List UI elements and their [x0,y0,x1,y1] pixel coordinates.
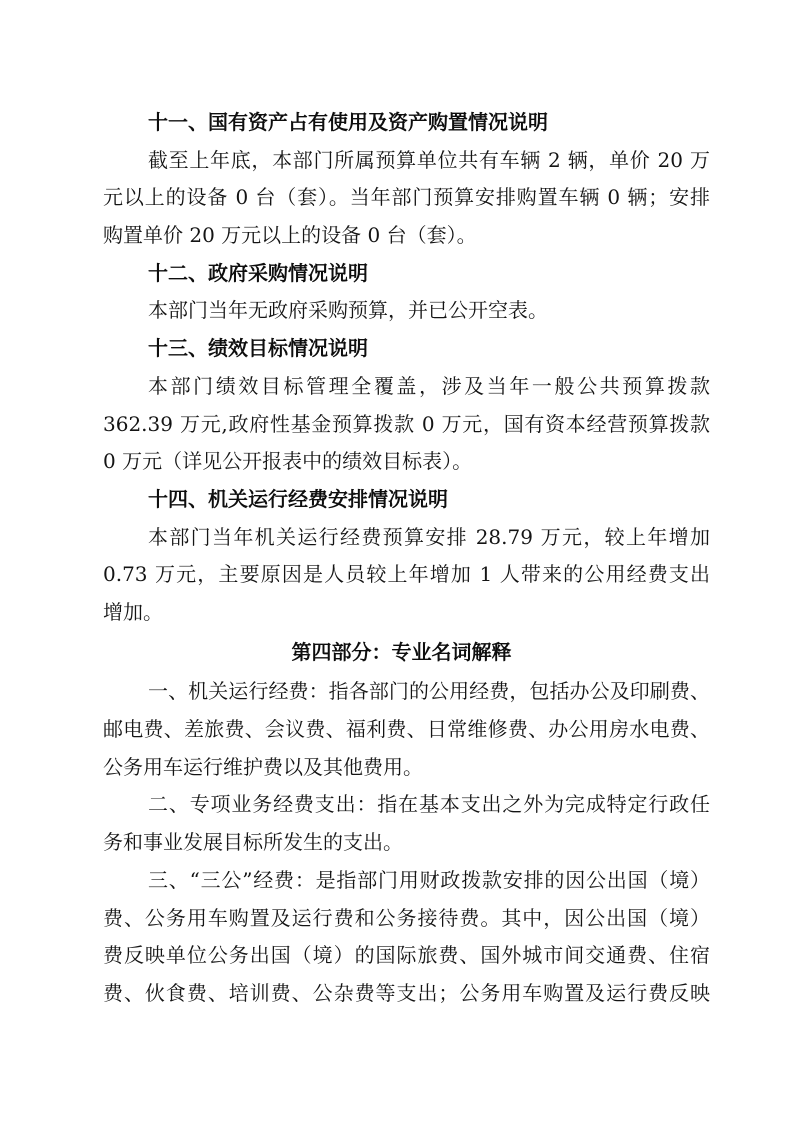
paragraph-line: 截至上年底，本部门所属预算单位共有车辆 2 辆，单价 20 万 [148,148,710,172]
paragraph-line: 购置单价 20 万元以上的设备 0 台（套）。 [103,223,477,247]
paragraph-line: 362.39 万元,政府性基金预算拨款 0 万元，国有资本经营预算拨款 [103,412,710,436]
section-heading-operating-funds: 十四、机关运行经费安排情况说明 [148,487,448,511]
paragraph-line: 本部门绩效目标管理全覆盖，涉及当年一般公共预算拨款 [148,374,710,398]
term-line: 邮电费、差旅费、会议费、福利费、日常维修费、办公用房水电费、 [103,717,710,741]
term-line: 费、公务用车购置及运行费和公务接待费。其中，因公出国（境） [103,906,710,930]
section-heading-performance: 十三、绩效目标情况说明 [148,336,368,360]
section-heading-procurement: 十二、政府采购情况说明 [148,261,368,285]
term-line: 费反映单位公务出国（境）的国际旅费、国外城市间交通费、住宿 [103,943,710,967]
paragraph-line: 0 万元（详见公开报表中的绩效目标表）。 [103,449,473,473]
term-line: 费、伙食费、培训费、公杂费等支出；公务用车购置及运行费反映 [103,981,710,1005]
paragraph-line: 本部门当年机关运行经费预算安排 28.79 万元，较上年增加 [148,525,710,549]
part-title: 第四部分：专业名词解释 [291,640,512,664]
paragraph-line: 元以上的设备 0 台（套）。当年部门预算安排购置车辆 0 辆；安排 [103,185,710,209]
paragraph-line: 增加。 [103,600,163,624]
term-line: 公务用车运行维护费以及其他费用。 [103,755,423,779]
term-line: 一、机关运行经费：指各部门的公用经费，包括办公及印刷费、 [148,679,710,703]
term-line: 三、“三公”经费：是指部门用财政拨款安排的因公出国（境） [148,868,710,892]
term-line: 务和事业发展目标所发生的支出。 [103,830,403,854]
paragraph-line: 本部门当年无政府采购预算，并已公开空表。 [148,298,548,322]
paragraph-line: 0.73 万元，主要原因是人员较上年增加 1 人带来的公用经费支出 [103,562,710,586]
section-heading-assets: 十一、国有资产占有使用及资产购置情况说明 [148,110,548,134]
term-line: 二、专项业务经费支出：指在基本支出之外为完成特定行政任 [148,792,710,816]
